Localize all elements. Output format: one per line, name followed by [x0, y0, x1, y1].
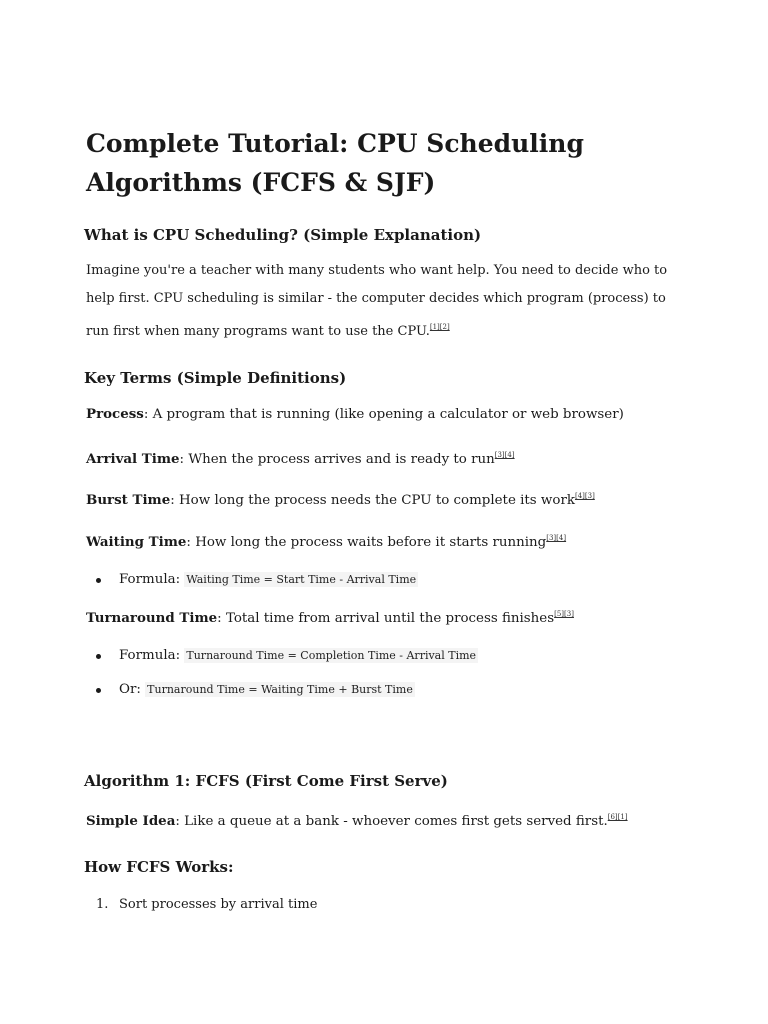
term-label: Turnaround Time	[86, 610, 218, 626]
citation-link[interactable]: [5][3]	[554, 610, 574, 618]
step-text: Sort processes by arrival time	[119, 897, 318, 912]
formula-code: Turnaround Time = Completion Time - Arrival Time	[186, 649, 477, 662]
term-definition: : How long the process needs the CPU to complete its work	[170, 493, 575, 508]
term-label: Process	[86, 406, 144, 422]
citation-link[interactable]: [1][2]	[429, 323, 450, 331]
bullet-icon	[96, 688, 101, 693]
formula-code: Turnaround Time = Waiting Time + Burst Time	[147, 683, 413, 696]
step-number: 1.	[96, 897, 109, 912]
citation-link[interactable]: [3][4]	[546, 534, 567, 542]
formula-code: Waiting Time = Start Time - Arrival Time	[186, 573, 417, 586]
citation-link[interactable]: [3][4]	[494, 451, 515, 459]
bullet-icon	[96, 578, 101, 583]
term-definition: : Like a queue at a bank - whoever comes first gets served first.	[175, 814, 608, 829]
term-process	[86, 404, 624, 425]
formula-label: Formula:	[119, 572, 185, 587]
section-heading-key-terms: Key Terms (Simple Definitions)	[84, 369, 347, 387]
formula-label: Formula:	[119, 648, 185, 663]
term-definition: : Total time from arrival until the process finishes	[217, 611, 555, 626]
citation-link[interactable]: [4][3]	[574, 492, 595, 500]
term-definition: : When the process arrives and is ready to run	[179, 452, 495, 467]
term-label: Waiting Time	[86, 534, 187, 550]
term-definition: : A program that is running (like opening a calculator or web browser)	[143, 407, 624, 422]
term-waiting-time	[86, 528, 566, 553]
page-title: Complete Tutorial: CPU Scheduling Algorithms (FCFS & SJF)	[86, 129, 584, 197]
term-label: Burst Time	[86, 492, 171, 508]
bullet-icon	[96, 654, 101, 659]
formula-label: Or:	[119, 682, 146, 697]
intro-paragraph-text: Imagine you're a teacher with many students who want help. You need to decide who to help first. CPU scheduling is similar - the computer decides which program (process) to run first when many programs want to use the CPU.	[86, 263, 668, 339]
fcfs-simple-idea	[86, 807, 628, 832]
section-heading-fcfs: Algorithm 1: FCFS (First Come First Serve)	[84, 772, 448, 790]
term-label: Simple Idea	[86, 813, 176, 829]
section-heading-what-is-scheduling: What is CPU Scheduling? (Simple Explanation)	[84, 226, 482, 244]
section-heading-how-fcfs-works: How FCFS Works:	[84, 858, 234, 876]
term-label: Arrival Time	[86, 451, 180, 467]
term-arrival-time	[86, 445, 515, 470]
term-burst-time	[86, 486, 595, 511]
term-turnaround-time	[86, 604, 574, 629]
citation-link[interactable]: [6][1]	[607, 813, 628, 821]
intro-paragraph	[86, 257, 676, 346]
term-definition: : How long the process waits before it starts running	[186, 535, 547, 550]
